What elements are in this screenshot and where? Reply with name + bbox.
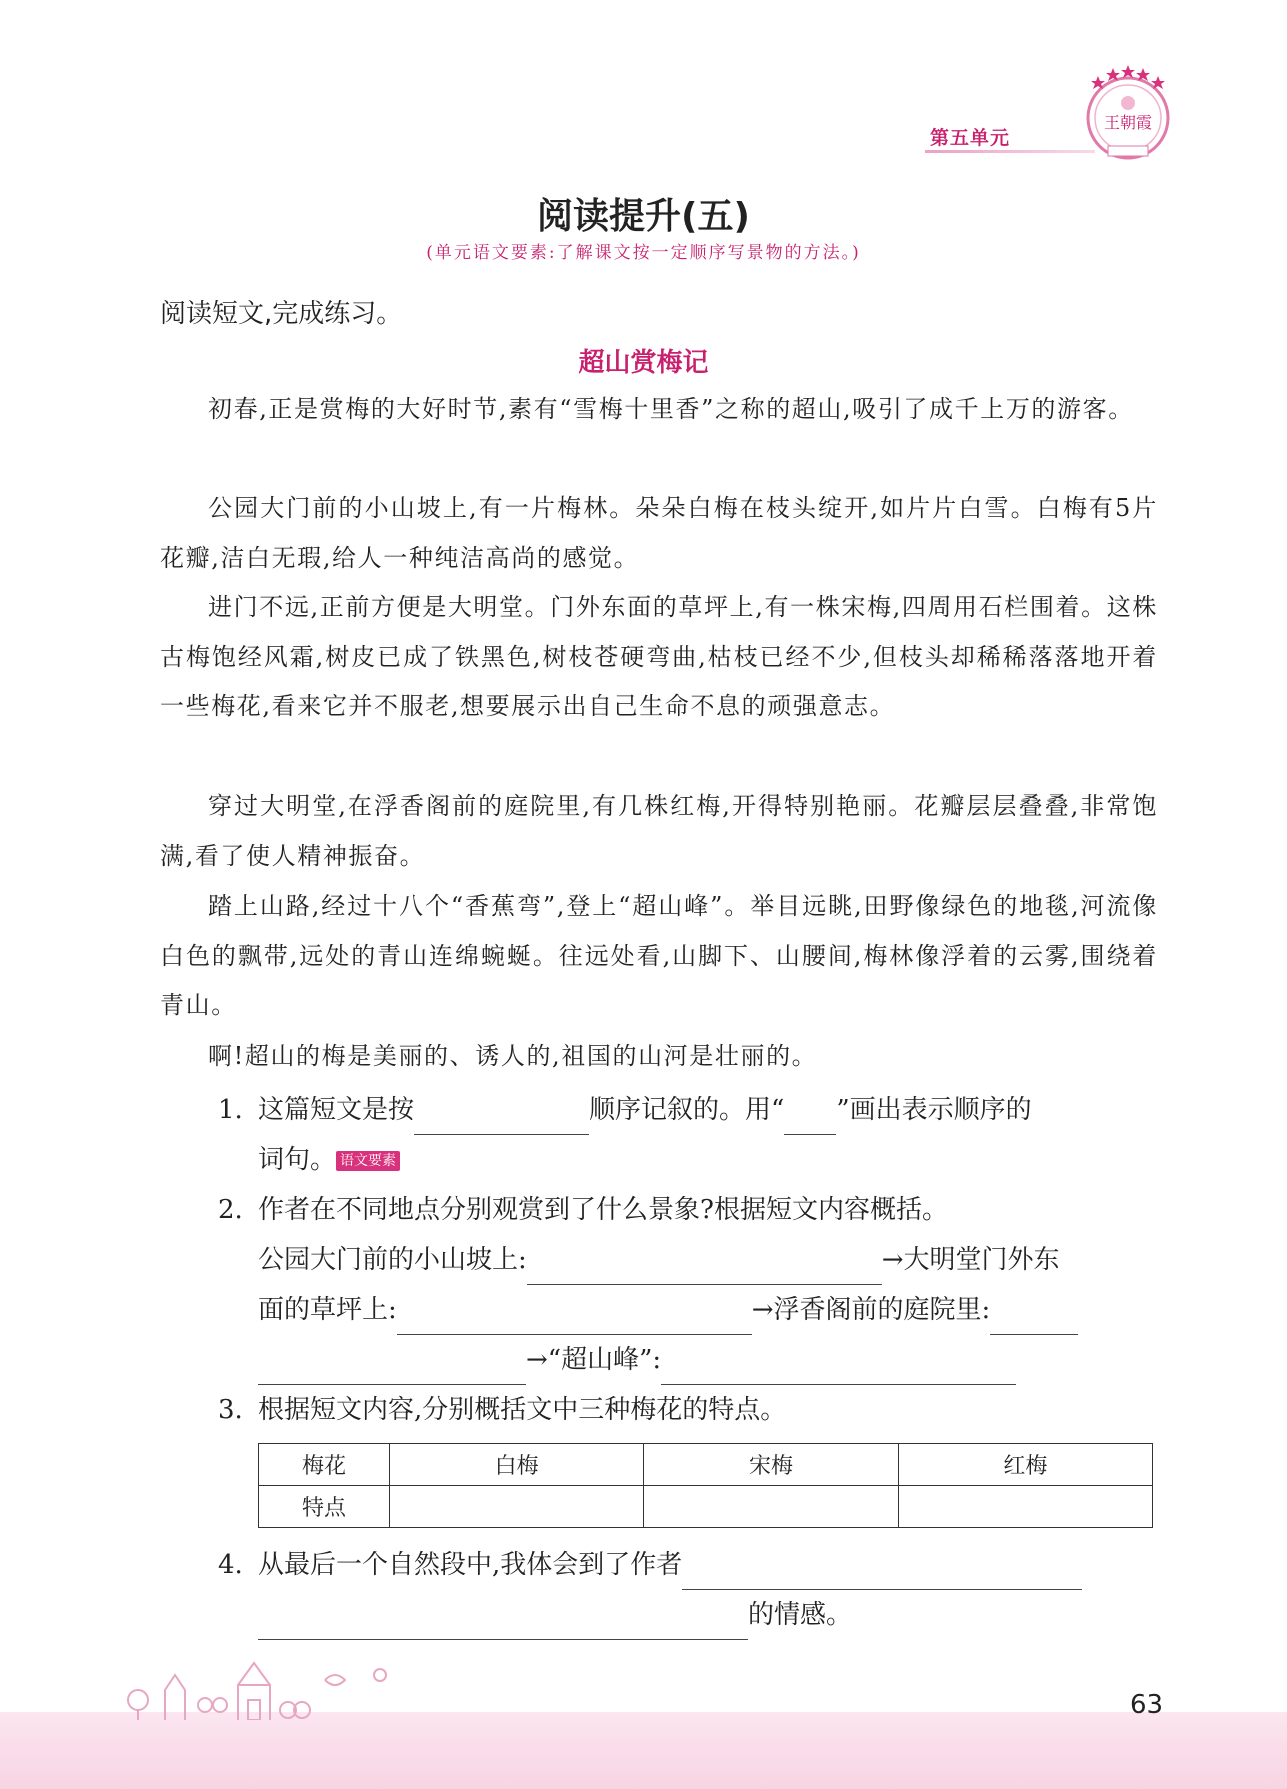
question-number: 2. bbox=[218, 1195, 243, 1225]
question-1: 1. 这篇短文是按 顺序记叙的。用“ ”画出表示顺序的 词句。 语文要素 bbox=[218, 1085, 1158, 1185]
table-header-cell: 梅花 bbox=[259, 1444, 390, 1486]
literacy-element-badge: 语文要素 bbox=[336, 1151, 400, 1171]
question-3: 3. 根据短文内容,分别概括文中三种梅花的特点。 bbox=[218, 1385, 1158, 1435]
answer-cell-red-plum[interactable] bbox=[898, 1486, 1152, 1528]
page-number: 63 bbox=[1130, 1690, 1164, 1720]
question-2: 2. 作者在不同地点分别观赏到了什么景象?根据短文内容概括。 bbox=[218, 1185, 1158, 1235]
page-subtitle: (单元语文要素:了解课文按一定顺序写景物的方法。) bbox=[426, 243, 861, 263]
answer-blank-red-plum-end[interactable] bbox=[258, 1358, 526, 1385]
plum-features-table bbox=[258, 1443, 1153, 1528]
paragraph-3: 进门不远,正前方便是大明堂。门外东面的草坪上,有一株宋梅,四周用石栏围着。这株古梅饱经风霜,树皮已成了铁黑色,树枝苍硬弯曲,枯枝已经不少,但枝头却稀稀落落地开着一些梅花,看来它并不服老,想要展示出自己生命不息的顽强意志。 bbox=[160, 593, 1158, 720]
brand-seal-logo bbox=[1073, 58, 1183, 168]
svg-text:王朝霞: 王朝霞 bbox=[1103, 113, 1153, 132]
table-row-label: 特点 bbox=[259, 1486, 390, 1528]
question-4-line-2: 的情感。 bbox=[258, 1590, 852, 1640]
answer-blank-order[interactable] bbox=[414, 1108, 589, 1135]
answer-blank-red-plum-start[interactable] bbox=[990, 1308, 1078, 1335]
answer-blank-white-plum[interactable] bbox=[527, 1258, 882, 1285]
castle-doodle-icon bbox=[120, 1645, 420, 1720]
question-number: 1. bbox=[218, 1095, 243, 1125]
question-2-line-1: 公园大门前的小山坡上: →大明堂门外东 bbox=[258, 1235, 1060, 1285]
question-2-line-3: →“超山峰”: bbox=[258, 1335, 1016, 1385]
table-header-cell: 宋梅 bbox=[644, 1444, 898, 1486]
paragraph-1: 初春,正是赏梅的大好时节,素有“雪梅十里香”之称的超山,吸引了成千上万的游客。 bbox=[208, 395, 1134, 423]
page-title: 阅读提升(五) bbox=[537, 196, 750, 237]
passage-title: 超山赏梅记 bbox=[578, 348, 709, 378]
paragraph-6: 啊!超山的梅是美丽的、诱人的,祖国的山河是壮丽的。 bbox=[208, 1042, 818, 1070]
question-number: 4. bbox=[218, 1550, 243, 1580]
instruction: 阅读短文,完成练习。 bbox=[160, 299, 403, 329]
question-4: 4. 从最后一个自然段中,我体会到了作者 bbox=[218, 1540, 1158, 1590]
answer-cell-white-plum[interactable] bbox=[390, 1486, 644, 1528]
answer-blank-feeling-end[interactable] bbox=[258, 1613, 748, 1640]
table-row bbox=[259, 1486, 1153, 1528]
answer-blank-feeling-start[interactable] bbox=[682, 1563, 1082, 1590]
underline-sample bbox=[784, 1108, 836, 1135]
unit-underline bbox=[925, 150, 1095, 153]
paragraph-5: 踏上山路,经过十八个“香蕉弯”,登上“超山峰”。举目远眺,田野像绿色的地毯,河流像白色的飘带,远处的青山连绵蜿蜒。往远处看,山脚下、山腰间,梅林像浮着的云雾,围绕着青山。 bbox=[160, 892, 1158, 1019]
answer-blank-peak[interactable] bbox=[661, 1358, 1016, 1385]
unit-label: 第五单元 bbox=[930, 127, 1011, 149]
question-number: 3. bbox=[218, 1395, 243, 1425]
footer-band bbox=[0, 1712, 1287, 1789]
answer-cell-song-plum[interactable] bbox=[644, 1486, 898, 1528]
paragraph-2: 公园大门前的小山坡上,有一片梅林。朵朵白梅在枝头绽开,如片片白雪。白梅有5片花瓣,洁白无瑕,给人一种纯洁高尚的感觉。 bbox=[160, 494, 1158, 572]
paragraph-4: 穿过大明堂,在浮香阁前的庭院里,有几株红梅,开得特别艳丽。花瓣层层叠叠,非常饱满,看了使人精神振奋。 bbox=[160, 792, 1158, 870]
table-header-cell: 红梅 bbox=[898, 1444, 1152, 1486]
table-header-row bbox=[259, 1444, 1153, 1486]
question-2-line-2: 面的草坪上: →浮香阁前的庭院里: bbox=[258, 1285, 1078, 1335]
table-header-cell: 白梅 bbox=[390, 1444, 644, 1486]
answer-blank-song-plum[interactable] bbox=[397, 1308, 752, 1335]
